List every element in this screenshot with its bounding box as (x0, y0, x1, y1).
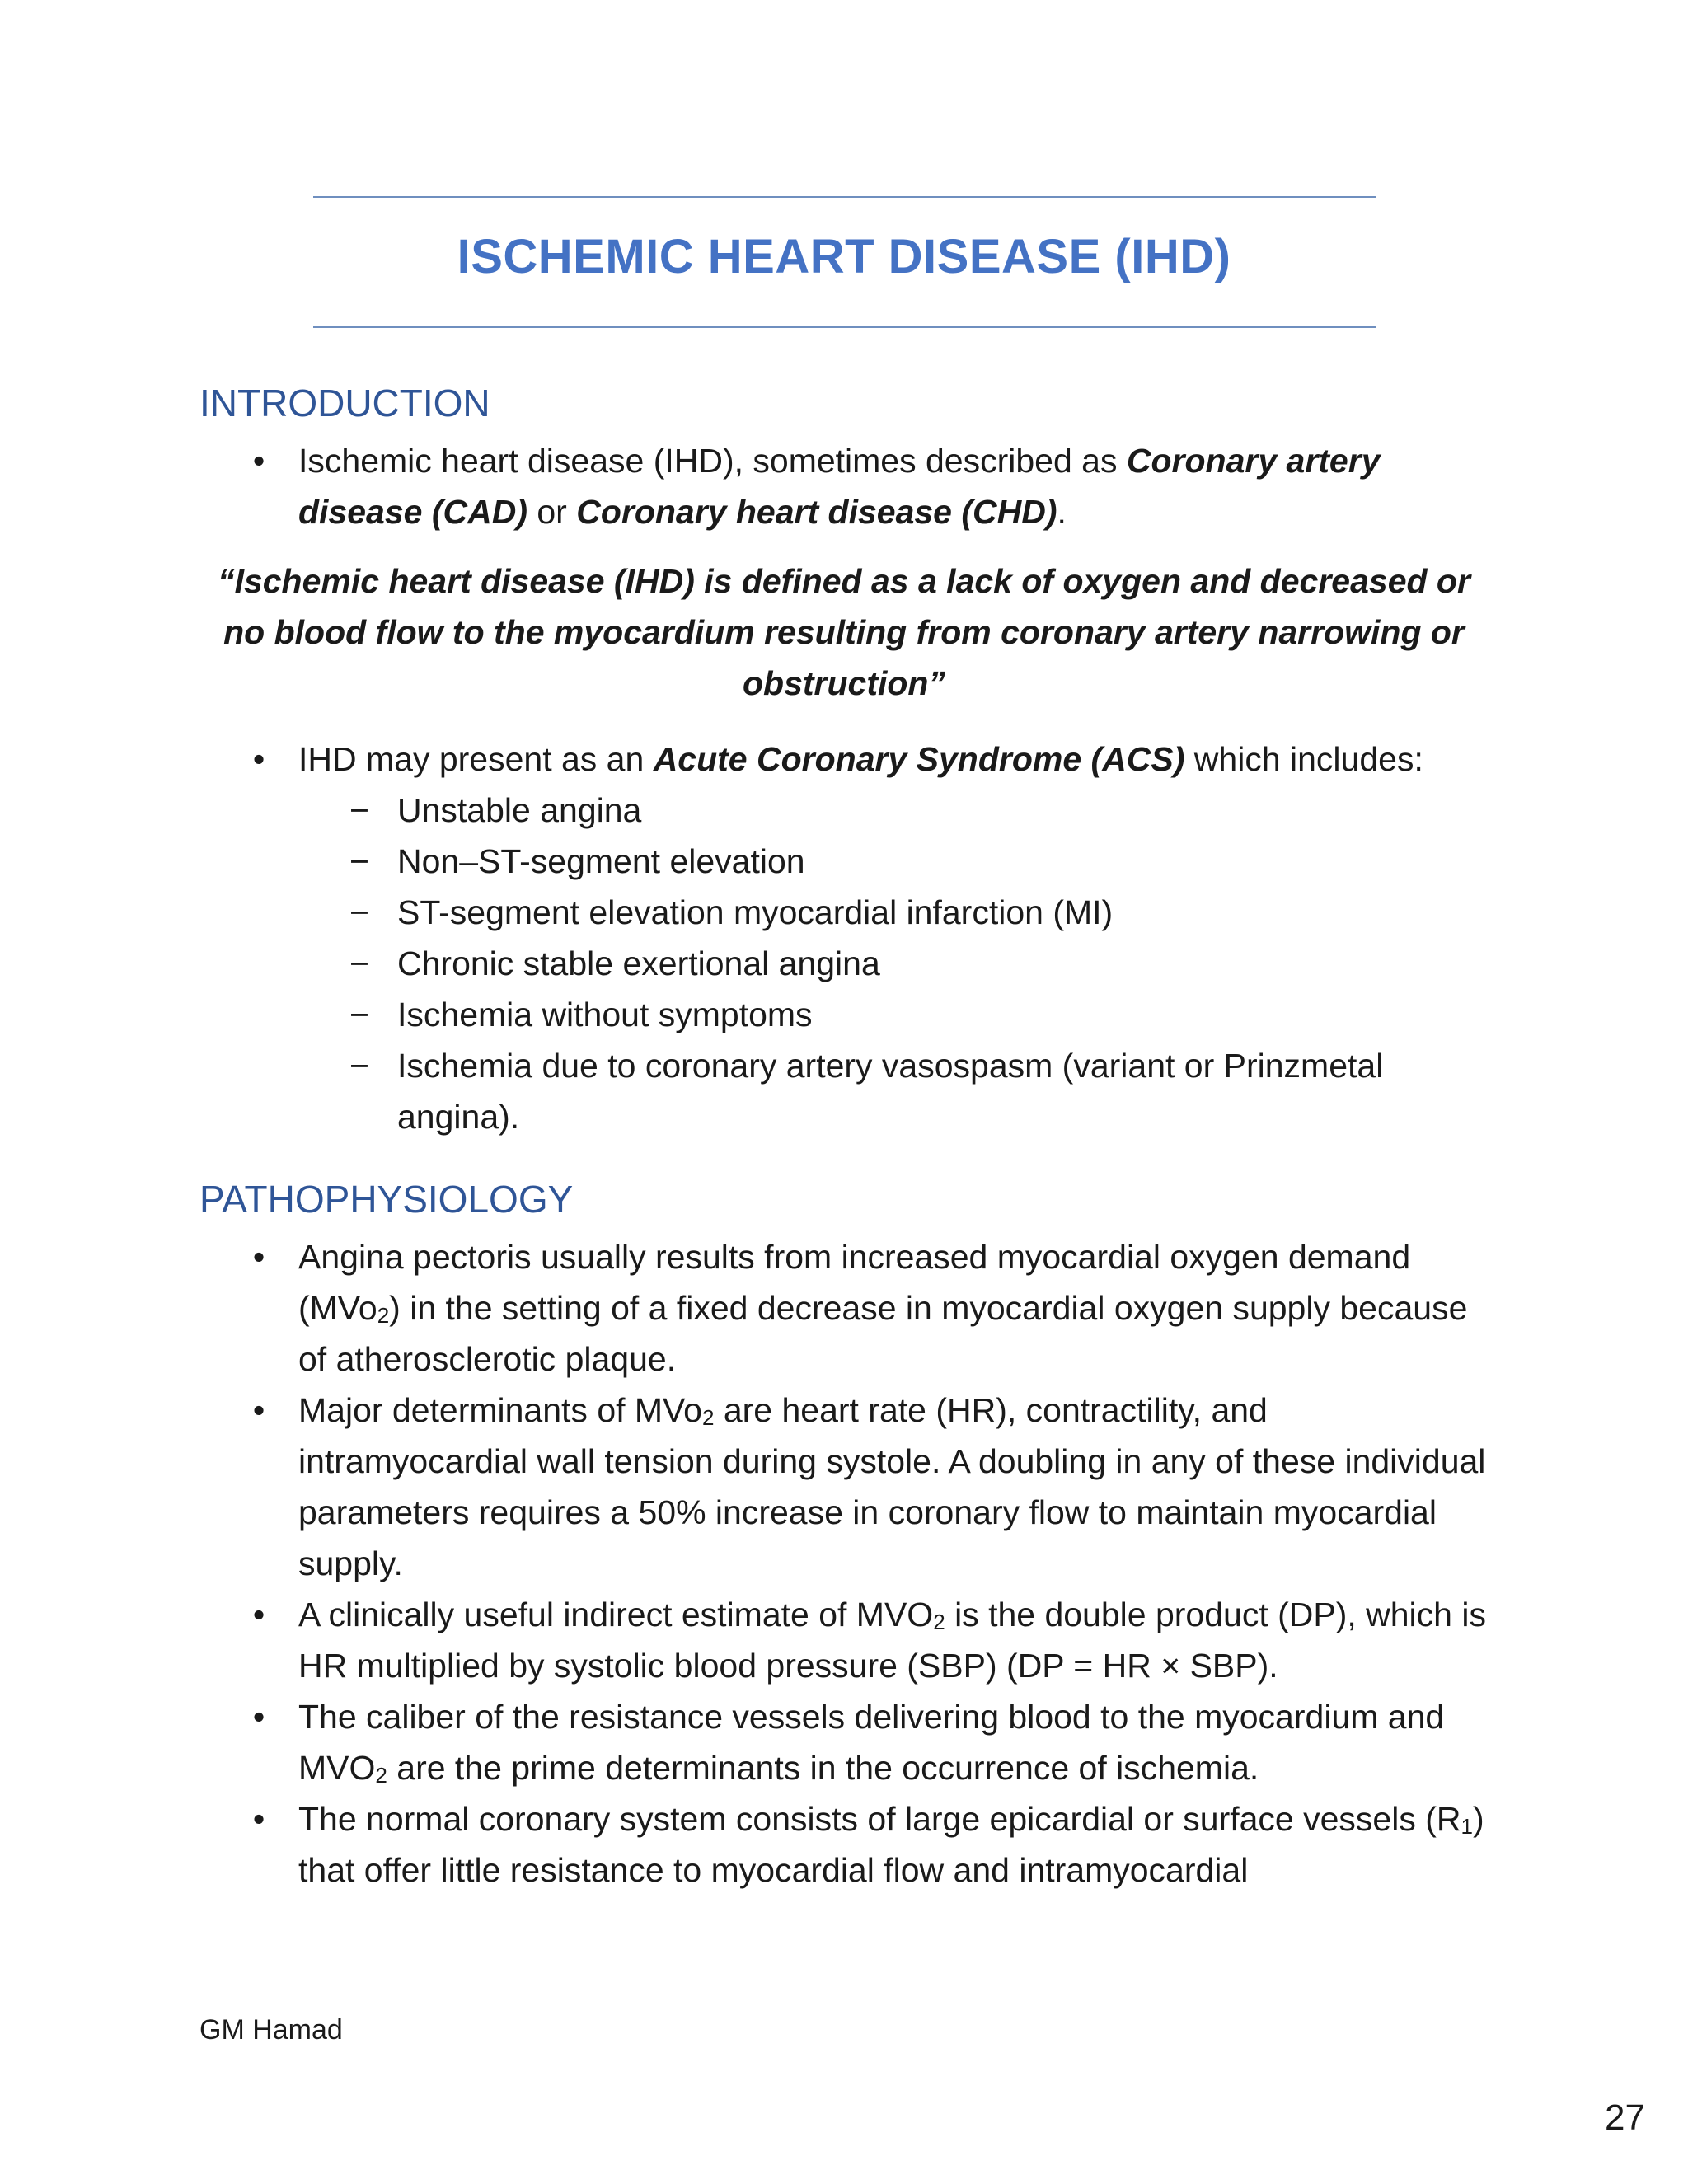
dash-icon: − (349, 1047, 369, 1085)
ihd-definition: “Ischemic heart disease (IHD) is defined as a lack of oxygen and decreased or no blood flow to the myocardium resulting from coronary artery narrowing or obstruction” (218, 562, 1470, 702)
introduction-heading: INTRODUCTION (199, 382, 490, 424)
list-item (199, 1231, 1502, 1385)
bullet-text: are the prime determinants in the occurrence of ischemia. (387, 1749, 1259, 1787)
subscript: 2 (933, 1610, 945, 1634)
bullet-text: The normal coronary system consists of large epicardial or surface vessels (R (298, 1800, 1461, 1838)
acs-item-text: ST-segment elevation myocardial infarction (MI) (397, 893, 1114, 931)
bullet-icon: • (252, 1596, 265, 1633)
subscript: 1 (1461, 1814, 1473, 1839)
list-item (298, 1040, 1502, 1142)
dash-icon: − (349, 842, 369, 880)
footer-author: GM Hamad (199, 2014, 343, 2046)
acs-item-text: Ischemia due to coronary artery vasospasm (variant or Prinzmetal angina). (397, 1047, 1384, 1136)
bullet-text: are heart rate (HR), contractility, and intramyocardial wall tension during systole. A doubling in any of these individual parameters requires a 50% increase in coronary flow to maintain myocardial supply. (298, 1391, 1486, 1582)
list-item (298, 989, 1502, 1040)
list-item (199, 435, 1502, 537)
list-item (199, 1793, 1502, 1896)
bold-term-acs: Acute Coronary Syndrome (ACS) (653, 740, 1185, 778)
page-number: 27 (1605, 2097, 1645, 2138)
bullet-icon: • (252, 1800, 265, 1838)
subscript: 2 (701, 1405, 715, 1430)
list-item (298, 785, 1502, 836)
acs-item-text: Unstable angina (397, 791, 642, 829)
list-item (199, 1589, 1502, 1691)
bullet-text: Major determinants of MVo (298, 1391, 702, 1429)
list-item (298, 887, 1502, 938)
bullet-text: The caliber of the resistance vessels delivering blood to the myocardium and MVO (298, 1698, 1445, 1787)
dash-icon: − (349, 791, 369, 829)
bold-term-cad: Coronary artery disease (CAD) (298, 442, 1381, 531)
dash-icon: − (349, 944, 369, 982)
dash-icon: − (349, 996, 369, 1033)
acs-item-text: Non–ST-segment elevation (397, 842, 805, 880)
introduction-bullets-1 (199, 435, 1502, 537)
list-item (199, 733, 1502, 1142)
list-item (199, 1385, 1502, 1589)
bullet-text: Angina pectoris usually results from increased myocardial oxygen demand (MVo (298, 1238, 1411, 1327)
subscript: 2 (377, 1303, 390, 1328)
bullet-text: is the double product (DP), which is HR multiplied by systolic blood pressure (SBP) (DP = HR × SBP). (298, 1596, 1486, 1685)
bullet-text: ) in the setting of a fixed decrease in myocardial oxygen supply because of atherosclerotic plaque. (298, 1289, 1468, 1378)
acs-item-text: Ischemia without symptoms (397, 996, 813, 1033)
bullet-text: ) that offer little resistance to myocardial flow and intramyocardial (298, 1800, 1484, 1889)
bullet-icon: • (252, 1391, 265, 1429)
introduction-bullets-2 (199, 733, 1502, 1142)
bullet-icon: • (252, 1238, 265, 1276)
acs-item-text: Chronic stable exertional angina (397, 944, 880, 982)
bold-term-chd: Coronary heart disease (CHD) (576, 493, 1057, 531)
title-top-rule (313, 196, 1376, 198)
bullet-text: Ischemic heart disease (IHD), sometimes described as (298, 442, 1127, 480)
acs-list (298, 785, 1502, 1142)
title-bottom-rule (313, 326, 1376, 328)
bullet-text: IHD may present as an (298, 740, 654, 778)
bullet-icon: • (252, 442, 265, 480)
bullet-text: A clinically useful indirect estimate of MVO (298, 1596, 934, 1633)
pathophysiology-bullets (199, 1231, 1502, 1896)
bullet-text: which includes: (1184, 740, 1423, 778)
bullet-icon: • (252, 740, 265, 778)
pathophysiology-heading: PATHOPHYSIOLOGY (199, 1178, 574, 1221)
subscript: 2 (375, 1763, 387, 1788)
dash-icon: − (349, 893, 369, 931)
bullet-text: . (1057, 493, 1067, 531)
page-title: ISCHEMIC HEART DISEASE (IHD) (457, 230, 1231, 284)
bullet-icon: • (252, 1698, 265, 1736)
list-item (199, 1691, 1502, 1793)
bullet-text: or (527, 493, 577, 531)
list-item (298, 836, 1502, 887)
list-item (298, 938, 1502, 989)
